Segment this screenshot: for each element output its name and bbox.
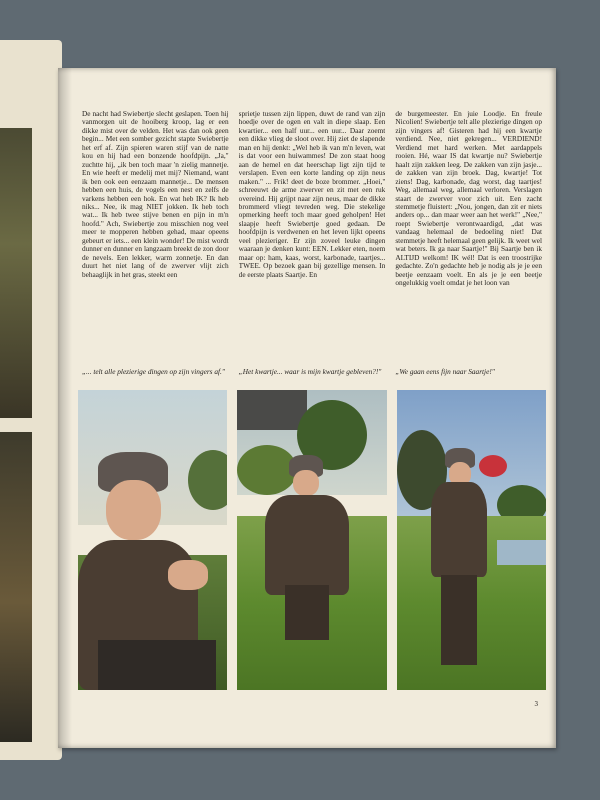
previous-page-photo-top (0, 128, 32, 418)
text-column-2: sprietje tussen zijn lippen, duwt de rand van zijn hoedje over de ogen en valt in diepe slaap. Een kwartier... een half uur... een uur... Daar zoemt een dikke vlieg de sloot over. Hij ziet de slapende man en hij denkt: „Wel heb ik van m'n leven, wat is dat voor een huiwammes! De zon staat hoog aan de hemel en dat heerschap ligt zijn tijd te verslapen. Even een korte landing op zijn neus maken." ... Frik! deet de boze brommer. „Hoei," schreeuwt de arme zwerver en zit met een ruk overeind. Hij grijpt naar zijn neus, maar de dikke brommerd vliegt tevreden weg. Die stekelige opmerking heeft toch maar goed geholpen! Het slaapje heeft Swiebertje goed gedaan. De hoofdpijn is verdwenen en het leven lijkt opeens veel plezieriger. Er zijn zoveel leuke dingen waaraan je denken kunt: EEN. Lekker eten, noem maar op: ham, kaas, worst, karbonade, taartjes... TWEE. Op bezoek gaan bij gezellige mensen. In de eerste plaats Saartje. En (238, 110, 386, 279)
magazine-page (58, 68, 556, 748)
photo-strip (78, 390, 546, 690)
photo-captions (82, 368, 542, 377)
photo-with-flowers (397, 390, 546, 690)
previous-page (0, 40, 62, 760)
page-number: 3 (534, 700, 538, 708)
text-column-3: de burgemeester. En juie Loodje. En freule Nicolien! Swiebertje telt alle plezierige dingen op zijn vingers af! Gisteren had hij een kwartje verdiend. Nee, niet gekregen... VERDIEND! Verdiend met hard werken. Met aardappels rooien. Hé, waar IS dat kwartje nu? Swiebertje haalt zijn zakken leeg. De zakken van zijn jasje... de zakken van zijn broek. Dag, kwartje! Tot ziens! Dag, karbonade, dag worst, dag taartjes! Weg, allemaal weg, allemaal verloren. Verslagen staart de zwerver voor zich uit. Een zacht stemmetje fluistert: „Nou, jongen, dan zit er niets anders op... dan maar weer aan het werk!" „Nee," roept Swiebertje verontwaardigd, „dat was vandaag helemaal de bedoeling niet! Dat stemmetje heeft helemaal geen gelijk. Ik weet wel wat beters. Ik ga naar Saartje!" Bij Saartje ben ik ALTIJD welkom! IK wél! Dat is een troostrijke gedachte. Zo'n gedachte heb je nodig als je je een beetje eenzaam voelt. En als je je een beetje ongelukkig voelt omdat je het loon van (395, 110, 543, 288)
page-gutter-shadow (58, 68, 72, 748)
caption-3: „We gaan eens fijn naar Saartje!" (395, 367, 495, 376)
caption-2: „Het kwartje... waar is mijn kwartje gebleven?!" (238, 367, 382, 376)
text-column-1: De nacht had Swiebertje slecht geslapen. Toen hij vanmorgen uit de hooiberg kroop, lag er een dikke mist over de velden. Het was dan ook geen begin... Met een somber gezicht stapte Swiebertje het erf af. Zijn spieren waren stijf van de natte kou en hij had een bonzende hoofdpijn. „Ja," zuchtte hij, „ik ben toch maar 'n zielig mannetje. En wie heeft er medelij met mij? Niemand, want ik ben ook een eenzaam mannetje... De mensen hebben een huis, de vogels een nest en zelfs de varkens hebben een hok. En wat heb IK? Ik heb niks... Nee, ik mag NIET jokken. Ik heb toch wat... Ik heb twee stijve benen en pijn in m'n hoofd." Ach, Swiebertje zou misschien nog veel meer te mopperen hebben gehad, maar opeens gebeurt er iets... een klein wonder! De mist wordt dunner en dunner en langzaam breekt de zon door de nevels. Een lekker, warm zonnetje. En dan duurt het niet lang of de zwerver vlijt zich behaaglijk in het gras, steekt een (82, 110, 229, 279)
article-text (82, 110, 542, 400)
previous-page-photo-bottom (0, 432, 32, 742)
photo-empty-pockets (237, 390, 386, 690)
photo-counting-fingers (78, 390, 227, 690)
caption-1: „... telt alle plezierige dingen op zijn vingers af." (82, 367, 225, 376)
